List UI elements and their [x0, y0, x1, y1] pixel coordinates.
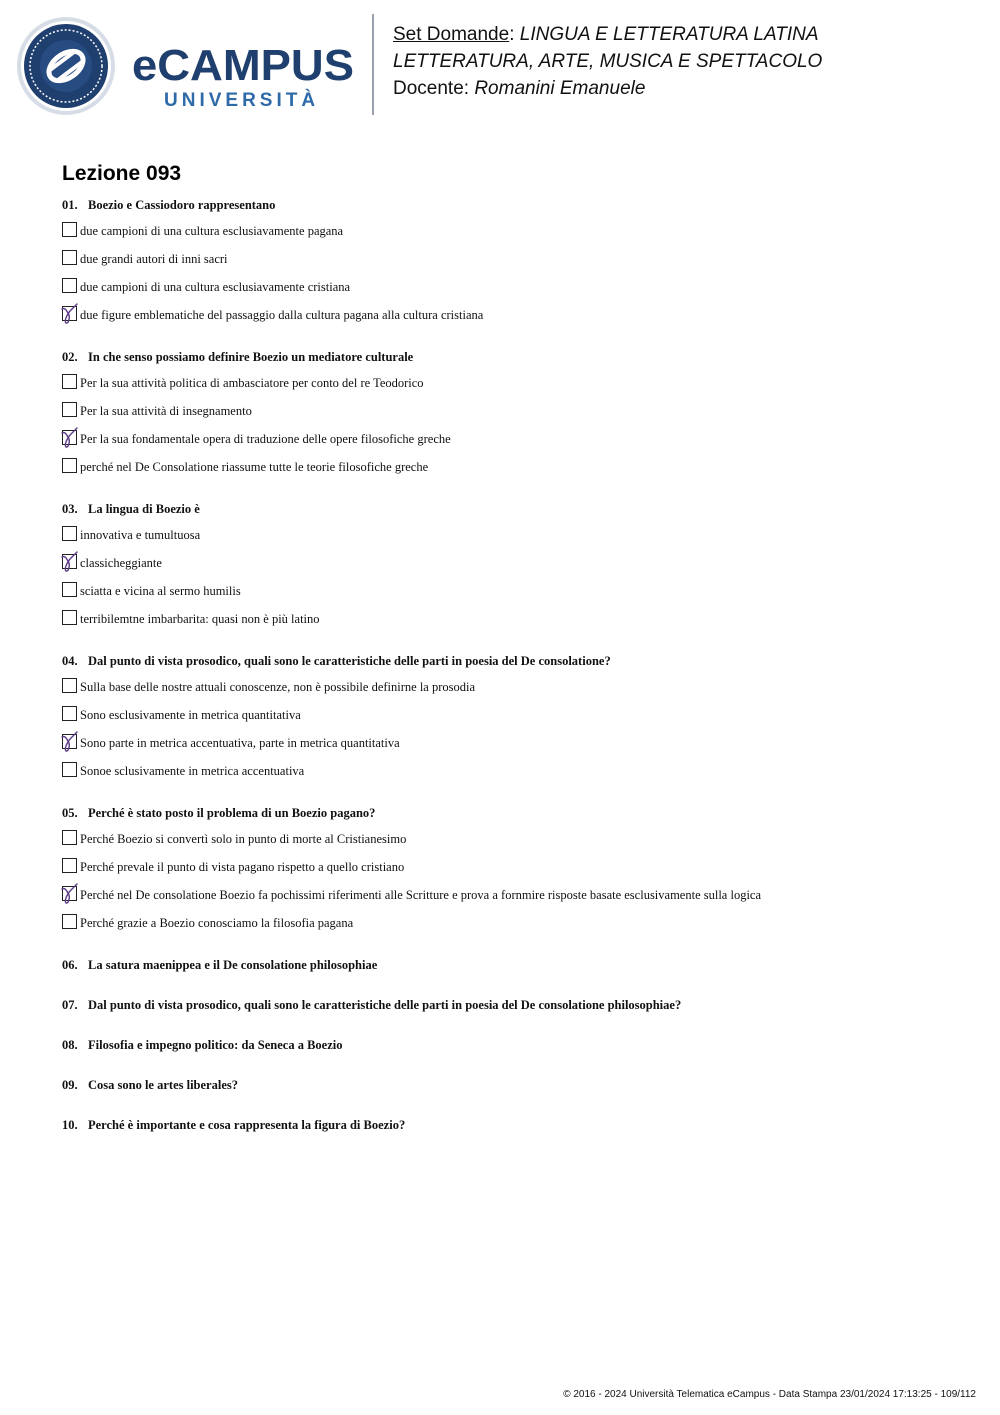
- answer-text: Sulla base delle nostre attuali conoscenze, non è possibile definirne la prosodia: [80, 680, 476, 694]
- question-number: 04.: [62, 654, 78, 668]
- answer-option[interactable]: [62, 914, 962, 942]
- header-info: [393, 21, 822, 102]
- answer-text: Per la sua attività di insegnamento: [80, 404, 252, 418]
- answer-text: Perché nel De consolatione Boezio fa pochissimi riferimenti alle Scritture e prova a fornmire risposte basate esclusivamente sulla logica: [80, 888, 762, 902]
- answer-checkbox[interactable]: [62, 858, 77, 873]
- answer-list: [62, 222, 962, 334]
- answer-text: sciatta e vicina al sermo humilis: [80, 584, 241, 598]
- question-label: Dal punto di vista prosodico, quali sono le caratteristiche delle parti in poesia del De consolatione philosophiae?: [88, 998, 682, 1012]
- lesson-title: Lezione 093: [62, 162, 182, 185]
- answer-text: terribilemtne imbarbarita: quasi non è più latino: [80, 612, 320, 626]
- answer-option[interactable]: [62, 678, 962, 706]
- answer-option[interactable]: [62, 610, 962, 638]
- answer-checkbox[interactable]: [62, 402, 77, 417]
- footer-copyright: © 2016 - 2024 Università Telematica eCampus - Data Stampa 23/01/2024 17:13:25 - 109/112: [563, 1389, 976, 1400]
- set-title: LINGUA E LETTERATURA LATINA: [519, 24, 819, 45]
- answer-option[interactable]: [62, 430, 962, 458]
- answer-checkbox[interactable]: [62, 678, 77, 693]
- answer-text: Sonoe sclusivamente in metrica accentuativa: [80, 764, 305, 778]
- answer-text: Perché grazie a Boezio conosciamo la filosofia pagana: [80, 916, 354, 930]
- question-label: Filosofia e impegno politico: da Seneca a Boezio: [88, 1038, 343, 1052]
- answer-text: classicheggiante: [80, 556, 162, 570]
- answer-option[interactable]: [62, 582, 962, 610]
- docente-label: Docente:: [393, 78, 470, 99]
- set-title-line2: LETTERATURA, ARTE, MUSICA E SPETTACOLO: [393, 51, 823, 72]
- question-number: 09.: [62, 1078, 78, 1092]
- answer-text: perché nel De Consolatione riassume tutte le teorie filosofiche greche: [80, 460, 429, 474]
- answer-text: Perché Boezio si convertì solo in punto di morte al Cristianesimo: [80, 832, 407, 846]
- answer-option[interactable]: [62, 886, 962, 914]
- question-number: 03.: [62, 502, 78, 516]
- answer-option[interactable]: [62, 374, 962, 402]
- question-text: [62, 956, 962, 974]
- answer-option[interactable]: [62, 858, 962, 886]
- answer-checkbox[interactable]: [62, 706, 77, 721]
- answer-text: Sono parte in metrica accentuativa, parte in metrica quantitativa: [80, 736, 400, 750]
- question-label: Perché è stato posto il problema di un Boezio pagano?: [88, 806, 376, 820]
- answer-text: due grandi autori di inni sacri: [80, 252, 228, 266]
- question-text: [62, 1036, 962, 1054]
- docente-line: [393, 75, 822, 102]
- answer-text: due campioni di una cultura esclusiavamente cristiana: [80, 280, 351, 294]
- question-label: Dal punto di vista prosodico, quali sono le caratteristiche delle parti in poesia del De consolatione?: [88, 654, 611, 668]
- question-number: 07.: [62, 998, 78, 1012]
- question-text: [62, 1116, 962, 1134]
- question-03: [62, 500, 962, 638]
- answer-text: due campioni di una cultura esclusiavamente pagana: [80, 224, 344, 238]
- answer-text: Per la sua attività politica di ambasciatore per conto del re Teodorico: [80, 376, 424, 390]
- answer-text: Sono esclusivamente in metrica quantitativa: [80, 708, 301, 722]
- answer-option[interactable]: [62, 278, 962, 306]
- question-number: 10.: [62, 1118, 78, 1132]
- answer-option[interactable]: [62, 554, 962, 582]
- question-06: [62, 956, 962, 996]
- question-label: In che senso possiamo definire Boezio un mediatore culturale: [88, 350, 414, 364]
- question-number: 05.: [62, 806, 78, 820]
- question-05: [62, 804, 962, 942]
- svg-text:eCAMPUS: eCAMPUS: [132, 41, 354, 90]
- question-04: [62, 652, 962, 790]
- answer-option[interactable]: [62, 706, 962, 734]
- question-10: [62, 1116, 962, 1156]
- answer-option[interactable]: [62, 762, 962, 790]
- answer-list: [62, 830, 962, 942]
- question-text: [62, 500, 962, 518]
- ecampus-wordmark: [132, 40, 362, 116]
- question-text: [62, 196, 962, 214]
- question-text: [62, 996, 962, 1014]
- question-01: [62, 196, 962, 334]
- answer-checkbox[interactable]: [62, 762, 77, 777]
- answer-text: due figure emblematiche del passaggio dalla cultura pagana alla cultura cristiana: [80, 308, 484, 322]
- answer-checkbox[interactable]: [62, 222, 77, 237]
- question-07: [62, 996, 962, 1036]
- answer-checkbox[interactable]: [62, 830, 77, 845]
- answer-list: [62, 678, 962, 790]
- answer-checkbox[interactable]: [62, 582, 77, 597]
- ecampus-seal-logo: [16, 16, 116, 116]
- question-label: La satura maenippea e il De consolatione philosophiae: [88, 958, 378, 972]
- question-list: [62, 196, 962, 1156]
- question-text: [62, 1076, 962, 1094]
- docente-name: Romanini Emanuele: [474, 78, 646, 99]
- answer-checkbox[interactable]: [62, 914, 77, 929]
- answer-text: Perché prevale il punto di vista pagano rispetto a quello cristiano: [80, 860, 405, 874]
- answer-text: Per la sua fondamentale opera di traduzione delle opere filosofiche greche: [80, 432, 451, 446]
- set-label: Set Domande: [393, 24, 510, 45]
- answer-option[interactable]: [62, 306, 962, 334]
- answer-option[interactable]: [62, 830, 962, 858]
- question-text: [62, 804, 962, 822]
- answer-option[interactable]: [62, 222, 962, 250]
- page-header: [0, 0, 1000, 130]
- question-label: La lingua di Boezio è: [88, 502, 200, 516]
- answer-checkbox[interactable]: [62, 526, 77, 541]
- answer-list: [62, 526, 962, 638]
- question-number: 01.: [62, 198, 78, 212]
- question-label: Cosa sono le artes liberales?: [88, 1078, 238, 1092]
- question-label: Perché è importante e cosa rappresenta la figura di Boezio?: [88, 1118, 406, 1132]
- header-divider: [372, 14, 374, 115]
- answer-option[interactable]: [62, 250, 962, 278]
- answer-option[interactable]: [62, 458, 962, 486]
- answer-option[interactable]: [62, 526, 962, 554]
- answer-option[interactable]: [62, 402, 962, 430]
- question-label: Boezio e Cassiodoro rappresentano: [88, 198, 276, 212]
- question-09: [62, 1076, 962, 1116]
- answer-list: [62, 374, 962, 486]
- question-text: [62, 348, 962, 366]
- answer-option[interactable]: [62, 734, 962, 762]
- answer-checkbox[interactable]: [62, 374, 77, 389]
- answer-text: innovativa e tumultuosa: [80, 528, 201, 542]
- svg-text:UNIVERSITÀ: UNIVERSITÀ: [164, 90, 320, 111]
- question-08: [62, 1036, 962, 1076]
- question-number: 02.: [62, 350, 78, 364]
- question-text: [62, 652, 962, 670]
- question-number: 06.: [62, 958, 78, 972]
- answer-checkbox[interactable]: [62, 250, 77, 265]
- answer-checkbox[interactable]: [62, 610, 77, 625]
- answer-checkbox[interactable]: [62, 458, 77, 473]
- set-title-line1: Set Domande: LINGUA E LETTERATURA LATINA: [393, 24, 819, 45]
- answer-checkbox[interactable]: [62, 278, 77, 293]
- question-number: 08.: [62, 1038, 78, 1052]
- question-02: [62, 348, 962, 486]
